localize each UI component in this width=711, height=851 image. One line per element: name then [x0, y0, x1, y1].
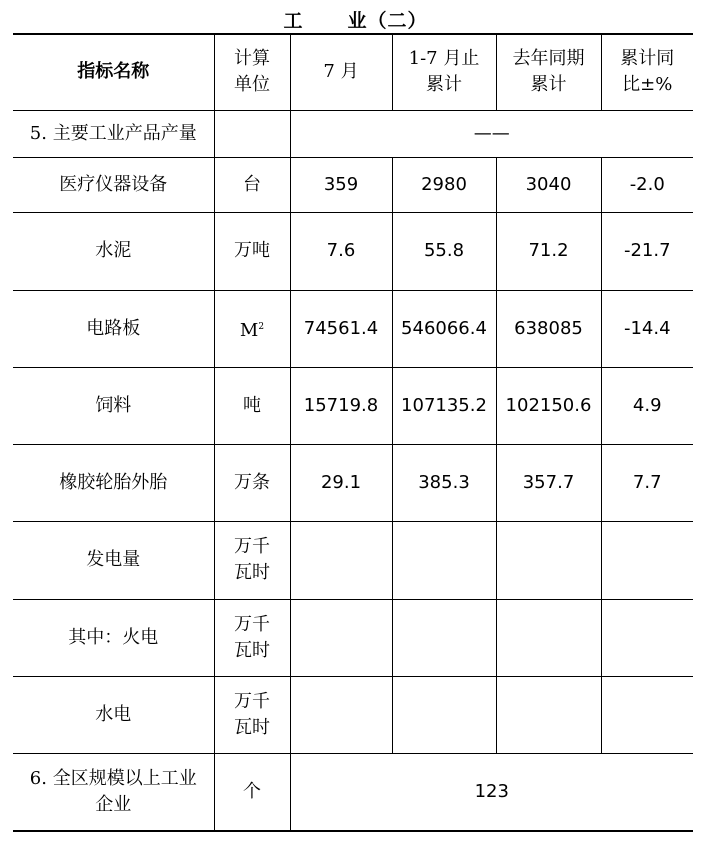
- section-label: 5. 主要工业产品产量: [13, 110, 214, 157]
- row-unit: $M^2$: [214, 290, 290, 367]
- header-cumulative: 1-7 月止 累计: [392, 34, 496, 110]
- row-last-year: [496, 521, 601, 599]
- row-last-year: [496, 599, 601, 676]
- row-cumulative: 107135.2: [392, 367, 496, 444]
- row-yoy: -14.4: [601, 290, 693, 367]
- page-title: 工 业（二）: [283, 10, 428, 32]
- row-cumulative: 546066.4: [392, 290, 496, 367]
- section-dash: ——: [290, 110, 693, 157]
- row-cumulative: 2980: [392, 157, 496, 212]
- table-row: [13, 157, 693, 212]
- row-month: 7.6: [290, 212, 392, 290]
- section-unit-cell: [214, 110, 290, 157]
- table-row: [13, 676, 693, 753]
- row-month: [290, 521, 392, 599]
- header-name: 指标名称: [13, 34, 214, 110]
- table-row: [13, 212, 693, 290]
- row-last-year: 102150.6: [496, 367, 601, 444]
- row-name: 其中：火电: [13, 599, 214, 676]
- table-row: [13, 367, 693, 444]
- row-cumulative: 385.3: [392, 444, 496, 521]
- row-name: 水泥: [13, 212, 214, 290]
- row-unit: 个: [214, 753, 290, 831]
- row-unit: 万千 瓦时: [214, 599, 290, 676]
- row-last-year: 638085: [496, 290, 601, 367]
- row-yoy: 4.9: [601, 367, 693, 444]
- row-cumulative: [392, 521, 496, 599]
- row-unit: 万吨: [214, 212, 290, 290]
- row-month: 29.1: [290, 444, 392, 521]
- row-yoy: 7.7: [601, 444, 693, 521]
- row-unit: 万千 瓦时: [214, 521, 290, 599]
- row-name: 电路板: [13, 290, 214, 367]
- row-name: 医疗仪器设备: [13, 157, 214, 212]
- industry-table: [13, 33, 693, 832]
- row-last-year: 3040: [496, 157, 601, 212]
- table-row: [13, 521, 693, 599]
- section-row: [13, 110, 693, 157]
- row-cumulative: [392, 676, 496, 753]
- row-unit: 万条: [214, 444, 290, 521]
- row-name: 6. 全区规模以上工业 企业: [13, 753, 214, 831]
- row-name: 橡胶轮胎外胎: [13, 444, 214, 521]
- row-last-year: [496, 676, 601, 753]
- row-yoy: -21.7: [601, 212, 693, 290]
- row-unit: 吨: [214, 367, 290, 444]
- row-month: 15719.8: [290, 367, 392, 444]
- row-name: 发电量: [13, 521, 214, 599]
- row-yoy: [601, 676, 693, 753]
- enterprise-count: 123: [290, 753, 693, 831]
- row-unit: 万千 瓦时: [214, 676, 290, 753]
- row-unit: 台: [214, 157, 290, 212]
- row-cumulative: 55.8: [392, 212, 496, 290]
- enterprise-row: [13, 753, 693, 831]
- row-yoy: -2.0: [601, 157, 693, 212]
- header-unit: 计算 单位: [214, 34, 290, 110]
- table-row: [13, 290, 693, 367]
- header-row: [13, 34, 693, 110]
- header-yoy: 累计同 比±%: [601, 34, 693, 110]
- row-month: 359: [290, 157, 392, 212]
- row-month: [290, 676, 392, 753]
- row-name: 水电: [13, 676, 214, 753]
- row-month: 74561.4: [290, 290, 392, 367]
- row-month: [290, 599, 392, 676]
- row-yoy: [601, 599, 693, 676]
- row-last-year: 71.2: [496, 212, 601, 290]
- row-name: 饲料: [13, 367, 214, 444]
- table-row: [13, 599, 693, 676]
- row-cumulative: [392, 599, 496, 676]
- row-last-year: 357.7: [496, 444, 601, 521]
- row-yoy: [601, 521, 693, 599]
- header-last-year: 去年同期 累计: [496, 34, 601, 110]
- table-row: [13, 444, 693, 521]
- header-month: 7 月: [290, 34, 392, 110]
